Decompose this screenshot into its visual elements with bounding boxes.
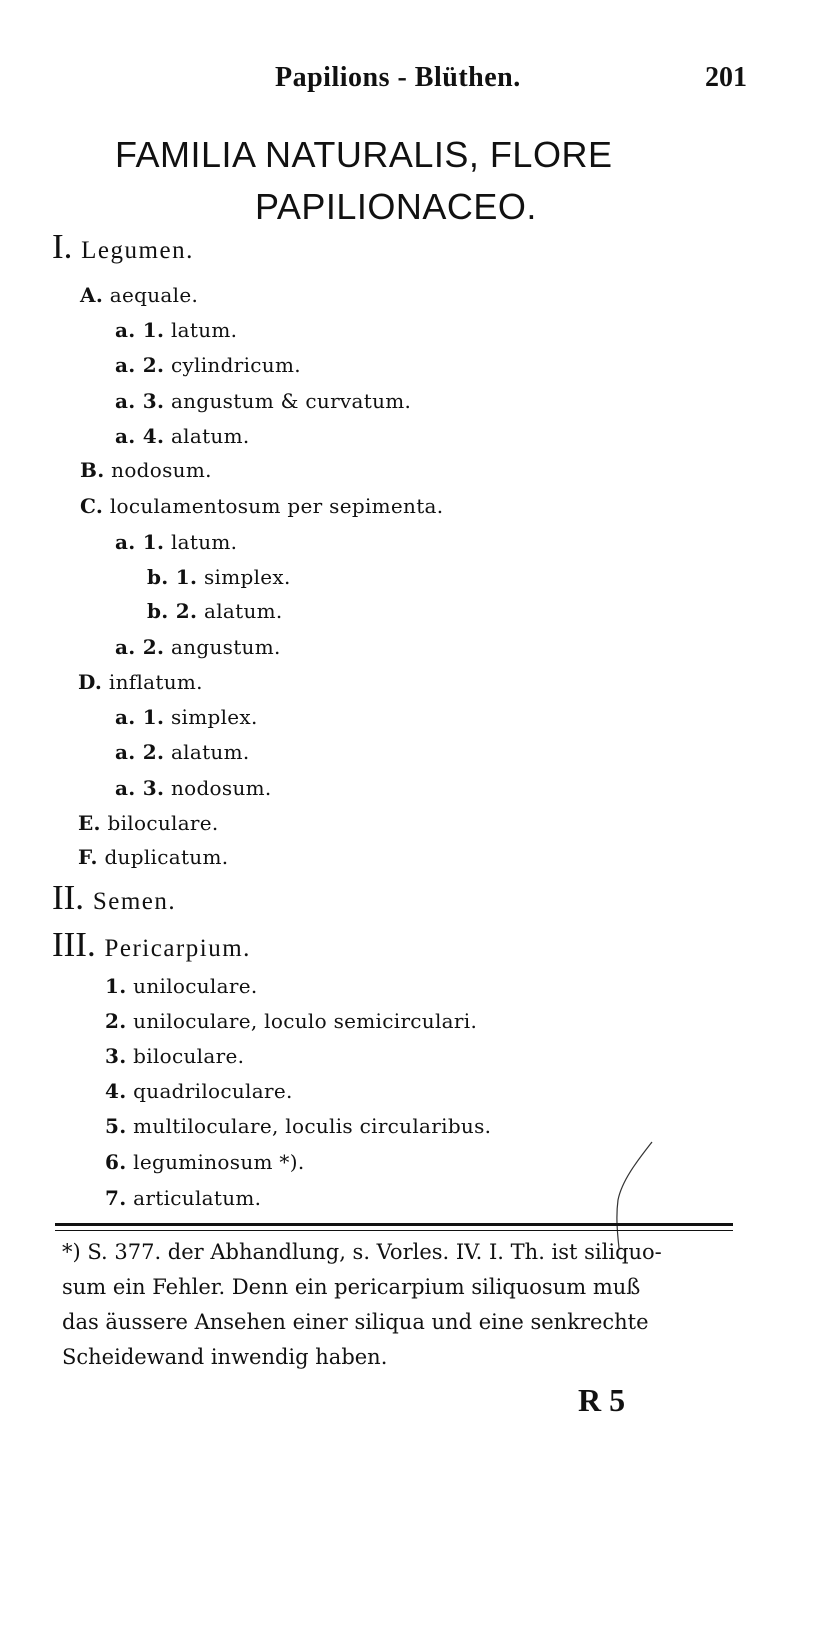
list-item: a. 2. cylindricum. [115, 353, 301, 377]
list-item: a. 2. alatum. [115, 740, 250, 764]
section-heading-semen [52, 878, 176, 918]
footnote-rule-thin [55, 1230, 733, 1231]
list-item: D. inflatum. [78, 670, 203, 694]
list-item: a. 4. alatum. [115, 424, 250, 448]
footnote-line: Scheidewand inwendig haben. [62, 1345, 388, 1369]
list-item: A. aequale. [80, 283, 199, 307]
section-name: Semen. [92, 888, 177, 915]
page-title-line-1: FAMILIA NATURALIS, FLORE [115, 134, 613, 175]
list-item: a. 1. latum. [115, 318, 238, 342]
list-item: B. nodosum. [80, 458, 212, 482]
list-item: a. 3. angustum & curvatum. [115, 389, 412, 413]
footnote-rule [55, 1223, 733, 1226]
list-item: 1. uniloculare. [105, 974, 258, 998]
section-name: Pericarpium. [104, 935, 251, 962]
list-item: a. 1. simplex. [115, 705, 258, 729]
list-item: a. 1. latum. [115, 530, 238, 554]
section-heading-legumen [52, 227, 194, 267]
list-item: a. 3. nodosum. [115, 776, 272, 800]
list-item: b. 2. alatum. [147, 599, 283, 623]
list-item: 3. biloculare. [105, 1044, 245, 1068]
section-numeral: II. [52, 878, 85, 917]
list-item: 7. articulatum. [105, 1186, 262, 1210]
page-number: 201 [705, 62, 747, 93]
page-title-line-2: PAPILIONACEO. [255, 186, 537, 227]
list-item: 4. quadriloculare. [105, 1079, 293, 1103]
list-item: 2. uniloculare, loculo semicirculari. [105, 1009, 478, 1033]
list-item: 5. multiloculare, loculis circularibus. [105, 1114, 492, 1138]
list-item: E. biloculare. [78, 811, 219, 835]
list-item: 6. leguminosum *). [105, 1150, 305, 1174]
footnote-line: sum ein Fehler. Denn ein pericarpium siliquosum muß [62, 1275, 641, 1299]
section-numeral: I. [52, 227, 73, 266]
section-name: Legumen. [81, 237, 194, 264]
signature-mark: R 5 [578, 1382, 626, 1418]
list-item: F. duplicatum. [78, 845, 229, 869]
section-numeral: III. [52, 925, 96, 964]
pencil-mark [590, 1140, 660, 1250]
running-header: Papilions - Blüthen. [275, 62, 521, 93]
list-item: a. 2. angustum. [115, 635, 281, 659]
footnote-line: *) S. 377. der Abhandlung, s. Vorles. IV. I. Th. ist siliquo- [62, 1240, 662, 1264]
footnote-line: das äussere Ansehen einer siliqua und eine senkrechte [62, 1310, 649, 1334]
list-item: C. loculamentosum per sepimenta. [80, 494, 444, 518]
section-heading-pericarpium [52, 925, 251, 965]
list-item: b. 1. simplex. [147, 565, 291, 589]
